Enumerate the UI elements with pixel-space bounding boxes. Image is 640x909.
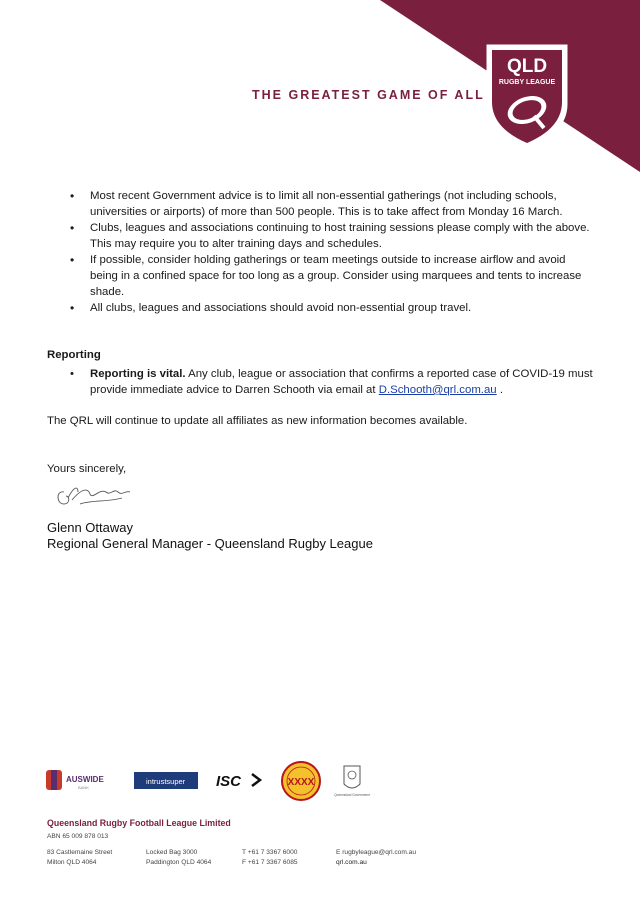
footer-phone: T +61 7 3367 6000 [242,849,298,856]
tagline: THE GREATEST GAME OF ALL [252,88,485,102]
advice-list [70,188,590,316]
footer-postal-2: Paddington QLD 4064 [146,859,212,866]
signer-name: Glenn Ottaway [47,520,133,535]
reporting-lead: Reporting is vital. [90,368,186,380]
footer-fax: F +61 7 3367 6085 [242,859,298,866]
svg-text:AUSWIDE: AUSWIDE [66,775,104,784]
svg-text:RUGBY LEAGUE: RUGBY LEAGUE [498,79,556,86]
reporting-trailing: . [496,384,503,396]
svg-text:Queensland Government: Queensland Government [334,793,370,797]
footer-website[interactable]: qrl.com.au [336,859,367,866]
svg-text:ISC: ISC [216,773,242,790]
footer-address-2: Milton QLD 4064 [47,859,97,866]
svg-text:BANK: BANK [78,785,89,790]
signature-image [52,478,136,512]
footer-abn: ABN 65 009 878 013 [47,833,109,840]
footer-postal-1: Locked Bag 3000 [146,849,198,856]
reporting-text: Any club, league or association that confirms a reported case of COVID-19 must provide immediate advice to Darren Schooth via email at [90,368,593,396]
advice-item: • Most recent Government advice is to limit all non-essential gatherings (not including schools, universities or airports) of more than 500 people. This is to take affect from Monday 16 March. [70,188,590,220]
footer-address-1: 83 Castlemaine Street [47,849,113,856]
signer-title: Regional General Manager - Queensland Rugby League [47,536,373,551]
svg-text:intrustsuper: intrustsuper [146,777,186,786]
svg-text:XXXX: XXXX [287,777,315,788]
email-link[interactable]: D.Schooth@qrl.com.au [378,384,497,396]
queensland-government-crest [334,766,370,797]
sponsor-logos [46,760,386,804]
reporting-item [70,366,595,398]
advice-item: • All clubs, leagues and associations should avoid non-essential group travel. [70,300,590,316]
reporting-heading: Reporting [47,349,101,361]
advice-item: • Clubs, leagues and associations continuing to host training sessions please comply with the above. This may require you to alter training days and schedules. [70,220,590,252]
footer-email[interactable]: E rugbyleague@qrl.com.au [336,849,417,856]
qld-rugby-league-logo [484,42,570,152]
intrust-super-logo [134,772,198,789]
salutation: Yours sincerely, [47,463,127,475]
auswide-bank-logo [46,770,104,790]
advice-item: • If possible, consider holding gatherings or team meetings outside to increase airflow and avoid being in a confined space for too long as a group. Consider using marquees and tents to increase shade. [70,252,590,300]
isc-logo [216,773,260,790]
svg-text:QLD: QLD [506,56,548,77]
closing-paragraph: The QRL will continue to update all affiliates as new information becomes available. [47,415,468,427]
xxxx-logo [282,762,320,800]
footer-company: Queensland Rugby Football League Limited [47,818,231,828]
